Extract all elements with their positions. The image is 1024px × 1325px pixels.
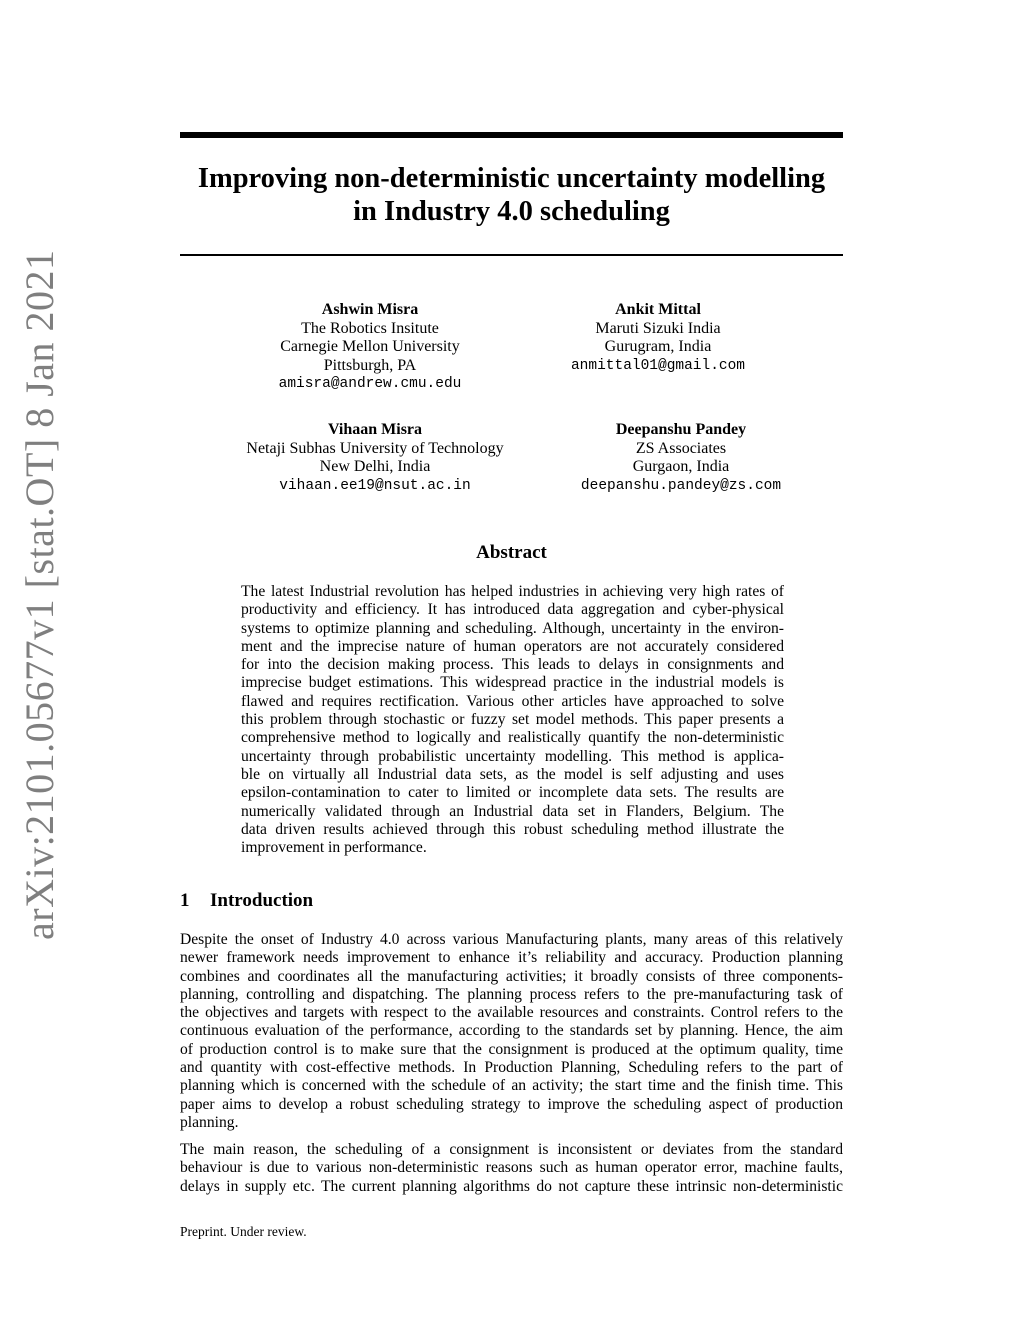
- body-line: combines and coordinates all the manufacturing activities; it broadly consists of three components-: [180, 967, 843, 985]
- author-block-3: [220, 421, 530, 495]
- author-block-4: [558, 421, 804, 495]
- body-line: behaviour is due to various non-deterministic reasons such as human operator error, machine faults,: [180, 1159, 843, 1177]
- abstract-line: systems to optimize planning and scheduling. Although, uncertainty in the environ-: [241, 619, 784, 637]
- author-affiliation: Carnegie Mellon University: [280, 338, 460, 355]
- abstract-line: uncertainty through probabilistic uncertainty modelling. This method is applica-: [241, 747, 784, 765]
- author-block-2: [528, 301, 788, 375]
- author-affiliation: New Delhi, India: [319, 458, 431, 475]
- title-top-rule: [180, 132, 843, 138]
- body-line: continuous evaluation of the performance, according to the standards set by planning. Hence, the aim: [180, 1022, 843, 1040]
- abstract-line: ment and the imprecise nature of human operators are not accurately considered: [241, 637, 784, 655]
- body-line: newer framework needs improvement to enhance it’s reliability and accuracy. Production planning: [180, 949, 843, 967]
- author-affiliation: ZS Associates: [635, 439, 727, 457]
- body-line: Despite the onset of Industry 4.0 across various Manufacturing plants, many areas of this relatively: [180, 931, 843, 948]
- author-name: Vihaan Misra: [327, 421, 423, 438]
- section-number: 1: [180, 890, 190, 911]
- body-line: and quantity with cost-effective methods. In Production Planning, Scheduling refers to the part of: [180, 1059, 843, 1077]
- body-line: of production control is to make sure that the consignment is produced at the optimum quality, time: [180, 1040, 843, 1058]
- author-affiliation: Pittsburgh, PA: [323, 356, 417, 374]
- author-affiliation: Maruti Sizuki India: [595, 319, 721, 337]
- author-email: deepanshu.pandey@zs.com: [580, 477, 782, 494]
- introduction-heading: [180, 888, 313, 914]
- author-email: anmittal01@gmail.com: [570, 357, 746, 374]
- author-email: vihaan.ee19@nsut.ac.in: [279, 477, 471, 494]
- abstract-line: productivity and efficiency. It has introduced data aggregation and cyber-physical: [241, 601, 784, 619]
- introduction-paragraph-2: [180, 1141, 843, 1196]
- author-email: amisra@andrew.cmu.edu: [278, 376, 462, 392]
- body-line: planning which is concerned with the schedule of an activity; the start time and the finish time. This: [180, 1077, 843, 1095]
- abstract-line: flawed and requires rectification. Various other articles have approached to solve: [241, 692, 784, 710]
- abstract-line: numerically validated through an Industrial data set in Flanders, Belgium. The: [241, 802, 784, 820]
- body-line: planning, controlling and dispatching. The planning process refers to the pre-manufacturing task of: [180, 985, 843, 1003]
- abstract-line: data driven results achieved through this robust scheduling method illustrate the: [241, 820, 784, 838]
- arxiv-identifier: arXiv:2101.05677v1 [stat.OT] 8 Jan 2021: [17, 249, 62, 940]
- title-line-1: Improving non-deterministic uncertainty modelling: [197, 163, 826, 194]
- author-name: Ankit Mittal: [615, 301, 701, 318]
- abstract-line: epsilon-contamination to cater to limited or incomplete data sets. The results are: [241, 784, 784, 802]
- body-line: planning.: [180, 1113, 239, 1131]
- introduction-paragraph-1: [180, 931, 843, 1132]
- abstract-line: imprecise budget estimations. This widespread practice in the industrial models is: [241, 674, 784, 692]
- abstract-line: improvement in performance.: [241, 839, 427, 857]
- abstract-text: [241, 583, 784, 857]
- abstract-line: this problem through stochastic or fuzzy set model methods. This paper presents a: [241, 711, 784, 729]
- abstract-line: ble on virtually all Industrial data sets, as the model is self adjusting and uses: [241, 765, 784, 783]
- abstract-line: The latest Industrial revolution has helped industries in achieving very high rates of: [241, 583, 784, 600]
- author-block-1: [220, 301, 520, 394]
- abstract-line: for into the decision making process. This leads to delays in consignments and: [241, 656, 784, 674]
- author-affiliation: Netaji Subhas University of Technology: [246, 439, 504, 457]
- abstract-line: comprehensive method to logically and realistically quantify the non-deterministic: [241, 729, 784, 747]
- title-bottom-rule: [180, 254, 843, 256]
- body-line: delays in supply etc. The current planning algorithms do not capture these intrinsic non-deterministic: [180, 1177, 843, 1195]
- title-line-2: in Industry 4.0 scheduling: [353, 196, 670, 227]
- abstract-heading: Abstract: [476, 542, 547, 563]
- author-affiliation: The Robotics Insitute: [301, 319, 439, 337]
- body-line: paper aims to develop a robust scheduling strategy to improve the scheduling aspect of production: [180, 1095, 843, 1113]
- section-title: Introduction: [210, 890, 314, 911]
- paper-title: [180, 162, 843, 228]
- body-line: the objectives and targets with respect to the available resources and constraints. Control refers to the: [180, 1004, 843, 1022]
- author-affiliation: Gurgaon, India: [632, 458, 730, 475]
- author-name: Ashwin Misra: [321, 301, 419, 318]
- author-affiliation: Gurugram, India: [604, 338, 712, 355]
- body-line: The main reason, the scheduling of a consignment is inconsistent or deviates from the standard: [180, 1141, 843, 1158]
- preprint-footer: Preprint. Under review.: [180, 1224, 307, 1239]
- author-name: Deepanshu Pandey: [615, 421, 747, 438]
